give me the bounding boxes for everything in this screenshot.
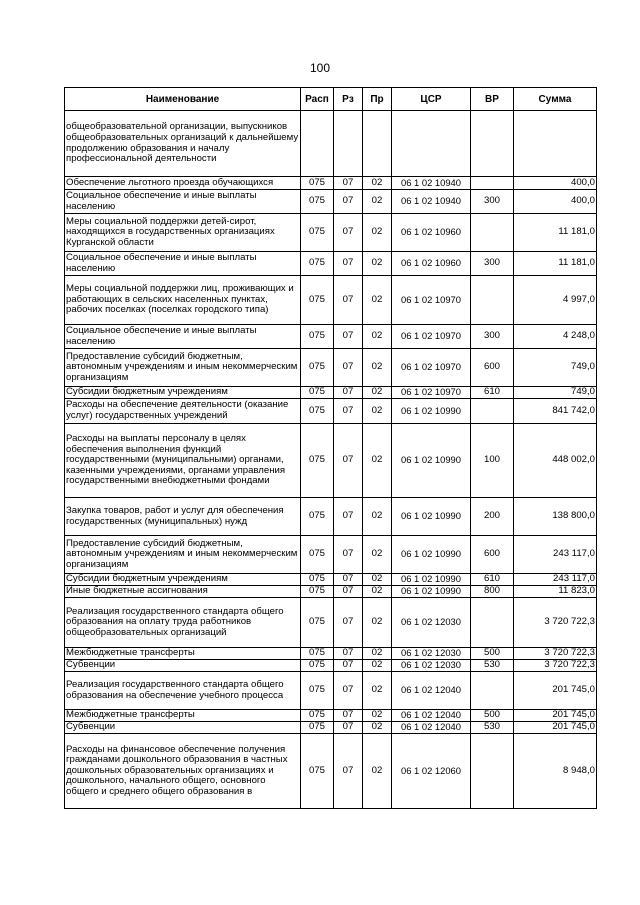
table-row bbox=[65, 586, 597, 598]
cell-sum: 448 002,0 bbox=[514, 424, 597, 498]
cell-vr: 300 bbox=[471, 325, 514, 349]
cell-name: Закупка товаров, работ и услуг для обеспечения государственных (муниципальных) нужд bbox=[65, 498, 301, 536]
cell-name: Субсидии бюджетным учреждениям bbox=[65, 574, 301, 586]
table-row bbox=[65, 660, 597, 672]
cell-rasp: 075 bbox=[301, 190, 334, 214]
cell-vr: 200 bbox=[471, 498, 514, 536]
cell-name: Межбюджетные трансферты bbox=[65, 648, 301, 660]
table-header-row bbox=[65, 88, 597, 111]
cell-pr: 02 bbox=[363, 177, 392, 190]
cell-name: Меры социальной поддержки детей-сирот, находящихся в государственных организациях Курганской области bbox=[65, 214, 301, 252]
cell-rasp: 075 bbox=[301, 252, 334, 276]
column-header-csr: ЦСР bbox=[392, 88, 471, 111]
cell-csr: 06 1 02 12040 bbox=[392, 710, 471, 722]
table-row bbox=[65, 598, 597, 648]
cell-vr: 600 bbox=[471, 536, 514, 574]
cell-rasp: 075 bbox=[301, 722, 334, 734]
cell-rasp: 075 bbox=[301, 276, 334, 325]
cell-name: Расходы на обеспечение деятельности (оказание услуг) государственных учреждений bbox=[65, 399, 301, 424]
cell-name: Субвенции bbox=[65, 722, 301, 734]
column-header-sum: Сумма bbox=[514, 88, 597, 111]
cell-rz: 07 bbox=[334, 399, 363, 424]
cell-vr: 530 bbox=[471, 722, 514, 734]
cell-sum: 138 800,0 bbox=[514, 498, 597, 536]
cell-name: Меры социальной поддержки лиц, проживающих и работающих в сельских населенных пунктах, рабочих поселках (поселках городского типа) bbox=[65, 276, 301, 325]
cell-vr bbox=[471, 598, 514, 648]
cell-csr: 06 1 02 10970 bbox=[392, 276, 471, 325]
cell-sum: 201 745,0 bbox=[514, 710, 597, 722]
cell-sum: 201 745,0 bbox=[514, 672, 597, 710]
cell-pr: 02 bbox=[363, 586, 392, 598]
cell-name: Реализация государственного стандарта общего образования на оплату труда работников общеобразовательных организаций bbox=[65, 598, 301, 648]
cell-sum: 749,0 bbox=[514, 349, 597, 387]
cell-rasp: 075 bbox=[301, 710, 334, 722]
cell-pr: 02 bbox=[363, 276, 392, 325]
cell-sum: 4 248,0 bbox=[514, 325, 597, 349]
cell-pr: 02 bbox=[363, 648, 392, 660]
cell-rz: 07 bbox=[334, 672, 363, 710]
cell-rz bbox=[334, 111, 363, 177]
cell-vr: 600 bbox=[471, 349, 514, 387]
cell-csr: 06 1 02 10970 bbox=[392, 325, 471, 349]
table-row bbox=[65, 177, 597, 190]
cell-sum: 400,0 bbox=[514, 177, 597, 190]
cell-sum: 11 823,0 bbox=[514, 586, 597, 598]
cell-name: Межбюджетные трансферты bbox=[65, 710, 301, 722]
cell-sum: 841 742,0 bbox=[514, 399, 597, 424]
cell-csr: 06 1 02 10990 bbox=[392, 574, 471, 586]
cell-csr: 06 1 02 10990 bbox=[392, 399, 471, 424]
cell-pr: 02 bbox=[363, 190, 392, 214]
cell-vr bbox=[471, 734, 514, 809]
cell-csr: 06 1 02 10990 bbox=[392, 586, 471, 598]
table-row bbox=[65, 399, 597, 424]
cell-vr bbox=[471, 111, 514, 177]
table-row bbox=[65, 734, 597, 809]
cell-csr: 06 1 02 10960 bbox=[392, 252, 471, 276]
table-row bbox=[65, 574, 597, 586]
cell-rz: 07 bbox=[334, 734, 363, 809]
cell-csr bbox=[392, 111, 471, 177]
cell-rz: 07 bbox=[334, 586, 363, 598]
cell-rz: 07 bbox=[334, 710, 363, 722]
cell-rasp: 075 bbox=[301, 387, 334, 399]
cell-pr: 02 bbox=[363, 710, 392, 722]
cell-vr bbox=[471, 672, 514, 710]
cell-name: Реализация государственного стандарта общего образования на обеспечение учебного процесса bbox=[65, 672, 301, 710]
cell-pr: 02 bbox=[363, 672, 392, 710]
cell-pr: 02 bbox=[363, 536, 392, 574]
cell-csr: 06 1 02 10990 bbox=[392, 536, 471, 574]
cell-rasp: 075 bbox=[301, 672, 334, 710]
cell-name: общеобразовательной организации, выпускников общеобразовательных организаций к дальнейшему продолжению образования и началу профессиональной деятельности bbox=[65, 111, 301, 177]
table-row bbox=[65, 252, 597, 276]
cell-pr: 02 bbox=[363, 722, 392, 734]
cell-csr: 06 1 02 10970 bbox=[392, 349, 471, 387]
cell-sum: 3 720 722,3 bbox=[514, 598, 597, 648]
cell-rz: 07 bbox=[334, 387, 363, 399]
cell-sum: 749,0 bbox=[514, 387, 597, 399]
cell-name: Предоставление субсидий бюджетным, автономным учреждениям и иным некоммерческим организациям bbox=[65, 349, 301, 387]
cell-csr: 06 1 02 12040 bbox=[392, 672, 471, 710]
cell-csr: 06 1 02 10970 bbox=[392, 387, 471, 399]
cell-csr: 06 1 02 10960 bbox=[392, 214, 471, 252]
cell-rasp: 075 bbox=[301, 648, 334, 660]
cell-sum bbox=[514, 111, 597, 177]
cell-vr: 500 bbox=[471, 710, 514, 722]
cell-sum: 201 745,0 bbox=[514, 722, 597, 734]
budget-table bbox=[64, 87, 597, 809]
table-row bbox=[65, 349, 597, 387]
cell-name: Субвенции bbox=[65, 660, 301, 672]
cell-pr: 02 bbox=[363, 399, 392, 424]
cell-vr bbox=[471, 177, 514, 190]
table-row bbox=[65, 672, 597, 710]
column-header-vr: ВР bbox=[471, 88, 514, 111]
table-body bbox=[65, 111, 597, 809]
cell-csr: 06 1 02 10990 bbox=[392, 498, 471, 536]
cell-rasp: 075 bbox=[301, 574, 334, 586]
table-row bbox=[65, 710, 597, 722]
column-header-name: Наименование bbox=[65, 88, 301, 111]
cell-rasp: 075 bbox=[301, 660, 334, 672]
page-number: 100 bbox=[309, 61, 331, 75]
table-row bbox=[65, 722, 597, 734]
cell-name: Предоставление субсидий бюджетным, автономным учреждениям и иным некоммерческим организациям bbox=[65, 536, 301, 574]
cell-pr: 02 bbox=[363, 349, 392, 387]
cell-sum: 8 948,0 bbox=[514, 734, 597, 809]
cell-rasp: 075 bbox=[301, 536, 334, 574]
cell-rz: 07 bbox=[334, 325, 363, 349]
cell-sum: 243 117,0 bbox=[514, 536, 597, 574]
column-header-rasp: Расп bbox=[301, 88, 334, 111]
cell-csr: 06 1 02 12030 bbox=[392, 648, 471, 660]
column-header-rz: Рз bbox=[334, 88, 363, 111]
cell-csr: 06 1 02 12030 bbox=[392, 660, 471, 672]
cell-pr: 02 bbox=[363, 598, 392, 648]
cell-rz: 07 bbox=[334, 648, 363, 660]
cell-pr: 02 bbox=[363, 660, 392, 672]
cell-pr: 02 bbox=[363, 424, 392, 498]
table-row bbox=[65, 276, 597, 325]
cell-sum: 11 181,0 bbox=[514, 214, 597, 252]
cell-sum: 400,0 bbox=[514, 190, 597, 214]
cell-rz: 07 bbox=[334, 498, 363, 536]
cell-vr bbox=[471, 399, 514, 424]
cell-pr: 02 bbox=[363, 325, 392, 349]
cell-vr bbox=[471, 214, 514, 252]
cell-pr: 02 bbox=[363, 387, 392, 399]
cell-pr: 02 bbox=[363, 498, 392, 536]
cell-vr bbox=[471, 276, 514, 325]
cell-vr: 610 bbox=[471, 574, 514, 586]
cell-rz: 07 bbox=[334, 214, 363, 252]
cell-vr: 300 bbox=[471, 190, 514, 214]
cell-rasp: 075 bbox=[301, 349, 334, 387]
cell-sum: 11 181,0 bbox=[514, 252, 597, 276]
cell-vr: 530 bbox=[471, 660, 514, 672]
cell-rz: 07 bbox=[334, 177, 363, 190]
table-row bbox=[65, 190, 597, 214]
cell-sum: 243 117,0 bbox=[514, 574, 597, 586]
cell-name: Социальное обеспечение и иные выплаты населению bbox=[65, 252, 301, 276]
cell-sum: 3 720 722,3 bbox=[514, 648, 597, 660]
cell-sum: 4 997,0 bbox=[514, 276, 597, 325]
cell-name: Обеспечение льготного проезда обучающихся bbox=[65, 177, 301, 190]
cell-vr: 100 bbox=[471, 424, 514, 498]
cell-pr bbox=[363, 111, 392, 177]
cell-rasp: 075 bbox=[301, 498, 334, 536]
cell-rasp: 075 bbox=[301, 214, 334, 252]
cell-rasp: 075 bbox=[301, 399, 334, 424]
cell-csr: 06 1 02 12040 bbox=[392, 722, 471, 734]
cell-rz: 07 bbox=[334, 536, 363, 574]
cell-rasp: 075 bbox=[301, 177, 334, 190]
cell-name: Иные бюджетные ассигнования bbox=[65, 586, 301, 598]
cell-name: Расходы на финансовое обеспечение получения гражданами дошкольного образования в частных дошкольных образовательных организациях и дошкольного, начального общего, основного общего и среднего общего образования в bbox=[65, 734, 301, 809]
cell-name: Расходы на выплаты персоналу в целях обеспечения выполнения функций государственными (муниципальными) органами, казенными учреждениями, органами управления государственными внебюджетными фондами bbox=[65, 424, 301, 498]
cell-rz: 07 bbox=[334, 424, 363, 498]
column-header-pr: Пр bbox=[363, 88, 392, 111]
cell-vr: 500 bbox=[471, 648, 514, 660]
cell-rz: 07 bbox=[334, 722, 363, 734]
table-row bbox=[65, 325, 597, 349]
cell-rasp bbox=[301, 111, 334, 177]
cell-csr: 06 1 02 10940 bbox=[392, 177, 471, 190]
cell-rasp: 075 bbox=[301, 598, 334, 648]
cell-rz: 07 bbox=[334, 660, 363, 672]
cell-rz: 07 bbox=[334, 598, 363, 648]
cell-pr: 02 bbox=[363, 734, 392, 809]
cell-vr: 800 bbox=[471, 586, 514, 598]
cell-csr: 06 1 02 10990 bbox=[392, 424, 471, 498]
cell-sum: 3 720 722,3 bbox=[514, 660, 597, 672]
cell-rasp: 075 bbox=[301, 586, 334, 598]
table-row bbox=[65, 498, 597, 536]
cell-rasp: 075 bbox=[301, 424, 334, 498]
cell-rasp: 075 bbox=[301, 734, 334, 809]
cell-csr: 06 1 02 12060 bbox=[392, 734, 471, 809]
cell-csr: 06 1 02 10940 bbox=[392, 190, 471, 214]
cell-name: Социальное обеспечение и иные выплаты населению bbox=[65, 325, 301, 349]
table-row bbox=[65, 424, 597, 498]
cell-name: Социальное обеспечение и иные выплаты населению bbox=[65, 190, 301, 214]
table-row bbox=[65, 648, 597, 660]
table-row bbox=[65, 387, 597, 399]
cell-vr: 610 bbox=[471, 387, 514, 399]
cell-rz: 07 bbox=[334, 276, 363, 325]
table-row bbox=[65, 111, 597, 177]
table-row bbox=[65, 214, 597, 252]
cell-rz: 07 bbox=[334, 574, 363, 586]
cell-rz: 07 bbox=[334, 190, 363, 214]
cell-csr: 06 1 02 12030 bbox=[392, 598, 471, 648]
cell-pr: 02 bbox=[363, 252, 392, 276]
cell-rz: 07 bbox=[334, 349, 363, 387]
cell-rz: 07 bbox=[334, 252, 363, 276]
cell-rasp: 075 bbox=[301, 325, 334, 349]
table-row bbox=[65, 536, 597, 574]
cell-vr: 300 bbox=[471, 252, 514, 276]
cell-name: Субсидии бюджетным учреждениям bbox=[65, 387, 301, 399]
cell-pr: 02 bbox=[363, 214, 392, 252]
cell-pr: 02 bbox=[363, 574, 392, 586]
